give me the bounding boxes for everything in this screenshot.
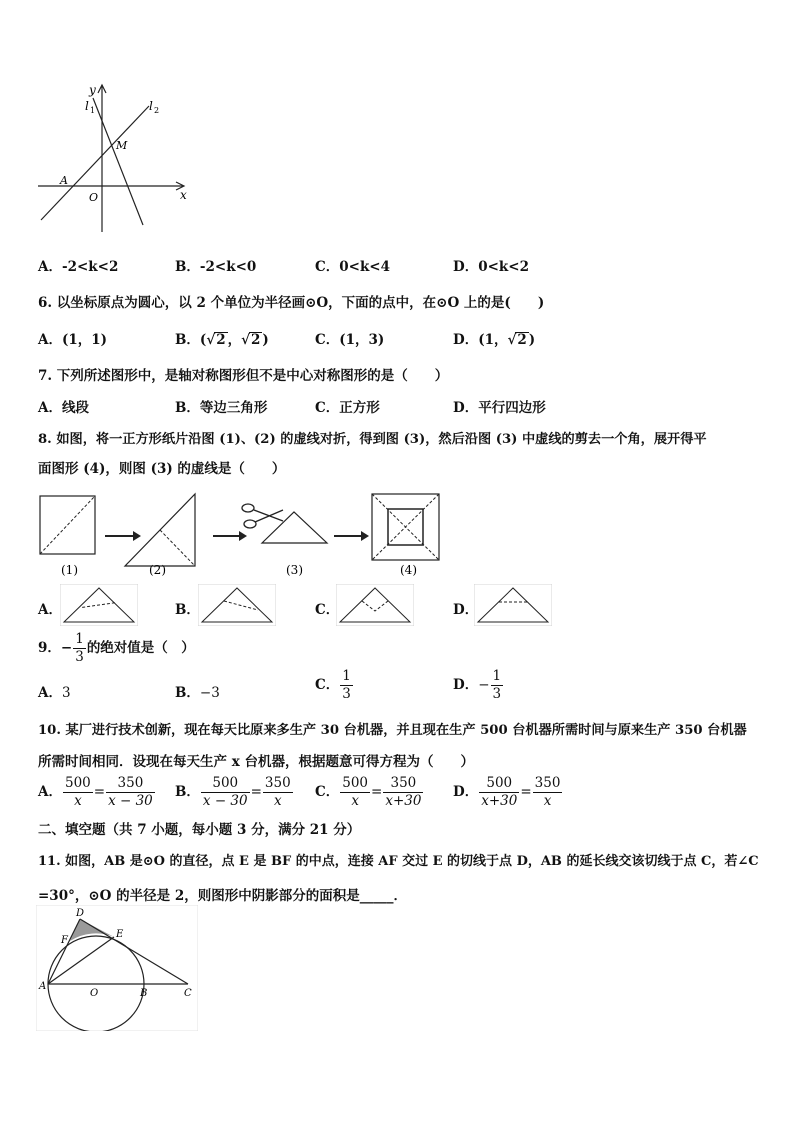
fig-label-o: O [90,988,99,999]
fold-diagonal [40,496,95,554]
fig-label-e: E [116,929,124,940]
folding-figure [35,488,445,580]
fig-label-b: B [140,988,148,999]
q10-option-c[interactable]: C． $\frac{500}{x}$ = $\frac{350}{x+30}$ [315,775,422,809]
q9-stem: 9．− $\frac{1}{3}$ 的绝对值是（ ） [38,631,195,665]
q8-stem-line2: 面图形 (4)，则图 (3) 的虚线是（ ） [38,461,286,477]
fig-label-a: A [39,981,47,992]
label-m: M [116,139,128,152]
q10-stem-line1: 10. 某厂进行技术创新，现在每天比原来多生产 30 台机器，并且现在生产 500 台机器所需时间与原来生产 350 台机器 [38,723,747,738]
label-l2: l [149,99,153,113]
q9-option-a[interactable]: A．3 [38,685,71,701]
q11-stem-line2: =30°，⊙O 的半径是 2，则图形中阴影部分的面积是_____． [38,888,407,904]
q5-option-b[interactable]: B．-2<k<0 [175,259,257,275]
label-l1-sub: 1 [90,106,96,115]
q8-option-d-figure[interactable] [474,584,552,626]
fig-label-d: D [76,908,85,919]
line-ad [48,919,80,984]
q6-option-d[interactable]: D．(1，√2 ) [453,332,536,348]
q10-option-a[interactable]: A． $\frac{500}{x}$ = $\frac{350}{x - 30}$ [38,775,153,809]
q8-option-b-figure[interactable] [198,584,276,626]
scissors-icon [242,504,283,528]
fig-label-1: (1) [61,563,78,577]
label-x: x [180,188,187,202]
q7-stem: 7. 下列所述图形中，是轴对称图形但不是中心对称图形的是（ ） [38,368,449,384]
q10-option-b[interactable]: B． $\frac{500}{x - 30}$ = $\frac{350}{x}$ [175,775,291,809]
arrow-3-head [361,531,369,541]
q10-option-d[interactable]: D． $\frac{500}{x+30}$ = $\frac{350}{x}$ [453,775,561,809]
fig-label-f: F [61,935,68,946]
label-a: A [60,174,68,187]
label-y: y [89,83,96,97]
q7-option-a[interactable]: A．线段 [38,400,89,416]
fig-label-2: (2) [149,563,166,577]
fig-label-4: (4) [400,563,417,577]
q8-option-c-figure[interactable] [336,584,414,626]
q9-option-b[interactable]: B．−3 [175,685,220,701]
q9-option-c[interactable]: C． $\frac{1}{3}$ [315,668,351,702]
q8-stem-line1: 8. 如图，将一正方形纸片沿图 (1)、(2) 的虚线对折，得到图 (3)，然后沿图 (3) 中虚线的剪去一个角，展开得平 [38,432,707,447]
q8-option-c-key[interactable]: C． [315,602,340,618]
label-l1: l [85,99,89,113]
q6-option-b[interactable]: B．(√2 ，√2 ) [175,332,269,348]
q9-option-d[interactable]: D．− $\frac{1}{3}$ [453,668,502,702]
label-l2-sub: 2 [154,106,160,115]
q8-option-b-key[interactable]: B． [175,602,200,618]
coordinate-figure [35,80,195,240]
line-l1 [93,98,143,225]
tangent-dc [80,919,188,984]
unfolded-diagonals [372,494,439,560]
q8-option-a-key[interactable]: A． [38,602,62,618]
q6-stem: 6. 以坐标原点为圆心，以 2 个单位为半径画⊙O，下面的点中，在⊙O 上的是( ) [38,295,545,311]
q5-option-d[interactable]: D．0<k<2 [453,259,529,275]
q7-option-c[interactable]: C．正方形 [315,400,380,416]
circle-tangent-figure [36,905,198,1031]
q8-option-a-figure[interactable] [60,584,138,626]
line-ae [48,937,114,984]
q6-option-c[interactable]: C．(1，3) [315,332,385,348]
q8-option-d-key[interactable]: D． [453,602,479,618]
fig-label-3: (3) [286,563,303,577]
q5-option-a[interactable]: A．-2<k<2 [38,259,119,275]
q11-stem-line1: 11. 如图，AB 是⊙O 的直径，点 E 是 BF 的中点，连接 AF 交过 E 的切线于点 D，AB 的延长线交该切线于点 C，若∠C [38,854,759,869]
q10-stem-line2: 所需时间相同．设现在每天生产 x 台机器，根据题意可得方程为（ ） [38,754,474,770]
q5-option-c[interactable]: C．0<k<4 [315,259,391,275]
section-2-title: 二、填空题（共 7 小题，每小题 3 分，满分 21 分） [38,822,361,838]
label-o: O [89,191,99,204]
fig-label-c: C [184,988,192,999]
arrow-2-head [239,531,247,541]
q7-option-b[interactable]: B．等边三角形 [175,400,268,416]
arrow-1-head [133,531,141,541]
fold-triangle-dash [160,530,195,566]
q6-option-a[interactable]: A．(1，1) [38,332,108,348]
q7-option-d[interactable]: D．平行四边形 [453,400,546,416]
